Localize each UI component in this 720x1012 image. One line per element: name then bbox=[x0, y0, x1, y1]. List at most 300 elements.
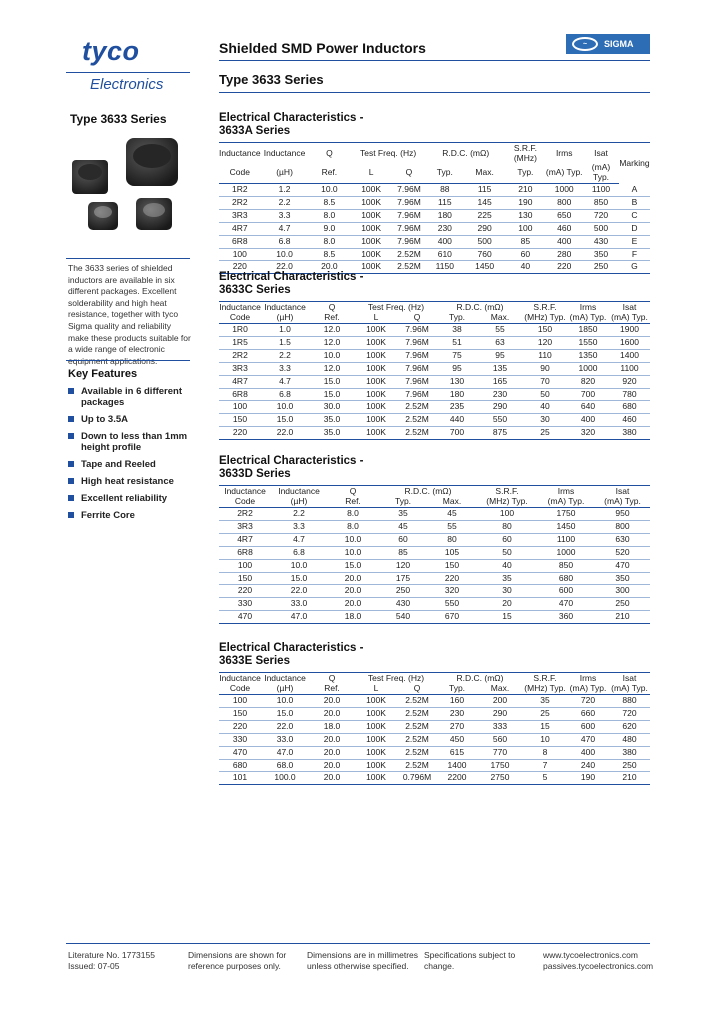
table-cell: 10 bbox=[523, 733, 567, 746]
col-subheader: (mA) Typ. bbox=[545, 163, 583, 184]
table-cell: 630 bbox=[595, 533, 650, 546]
table-cell: 380 bbox=[609, 746, 650, 759]
table-cell: 150 bbox=[219, 572, 271, 585]
table-cell: 50 bbox=[523, 388, 567, 401]
footer-link[interactable]: passives.tycoelectronics.com bbox=[543, 961, 654, 971]
table-cell: 1400 bbox=[437, 759, 477, 772]
table-cell: 8.5 bbox=[309, 196, 351, 209]
table-cell: 470 bbox=[567, 733, 609, 746]
table-cell: 2.52M bbox=[397, 427, 437, 440]
col-header: Irms bbox=[567, 302, 609, 313]
col-header: Inductance bbox=[219, 673, 261, 683]
col-header: S.R.F. bbox=[523, 673, 567, 684]
table-cell: 12.0 bbox=[309, 362, 355, 375]
section-title: Electrical Characteristics - bbox=[219, 112, 364, 124]
table-cell: 2.2 bbox=[271, 508, 327, 521]
table-cell: 3.3 bbox=[261, 362, 309, 375]
table-cell: 780 bbox=[609, 388, 650, 401]
table-cell: 22.0 bbox=[261, 720, 309, 733]
table-cell: 600 bbox=[567, 720, 609, 733]
table-cell: 100K bbox=[355, 759, 397, 772]
col-subheader: (µH) bbox=[261, 163, 309, 184]
table-cell: 95 bbox=[477, 349, 523, 362]
table-cell: 470 bbox=[219, 746, 261, 759]
table-cell: 200 bbox=[477, 695, 523, 708]
table-cell: 270 bbox=[437, 720, 477, 733]
col-header: Inductance bbox=[271, 486, 327, 497]
table-cell: 100K bbox=[355, 733, 397, 746]
table-cell: 12.0 bbox=[309, 336, 355, 349]
table-row bbox=[219, 222, 650, 235]
table-cell: 22.0 bbox=[271, 585, 327, 598]
sidebar-description: The 3633 series of shielded inductors are available in six different packages. Excellent solderability and high heat resistance, together with tyco Sigma quality and reliability make these products suitable for a wide range of electronic bbox=[68, 263, 191, 355]
table-cell: 6R8 bbox=[219, 546, 271, 559]
sidebar-divider-2 bbox=[66, 360, 190, 361]
table-cell: 15.0 bbox=[309, 375, 355, 388]
table-cell: 120 bbox=[523, 336, 567, 349]
table-cell: 220 bbox=[219, 427, 261, 440]
table-cell: 3.3 bbox=[271, 520, 327, 533]
table-cell: 380 bbox=[609, 427, 650, 440]
table-cell: 400 bbox=[426, 235, 464, 248]
bullet-icon bbox=[68, 512, 74, 518]
table-row bbox=[219, 611, 650, 624]
table-cell: 7.96M bbox=[392, 184, 426, 197]
table-cell: 100 bbox=[505, 222, 545, 235]
col-subheader: Q bbox=[397, 684, 437, 695]
col-subheader: Max. bbox=[477, 684, 523, 695]
table-cell: 100K bbox=[350, 235, 392, 248]
table-cell: 4.7 bbox=[271, 533, 327, 546]
table-cell: 75 bbox=[437, 349, 477, 362]
footer-divider bbox=[66, 943, 650, 944]
col-subheader: Typ. bbox=[379, 497, 427, 508]
table-cell: 8.0 bbox=[327, 508, 379, 521]
footer-text: Dimensions are in millimetres bbox=[307, 950, 419, 960]
table-cell: 4R7 bbox=[219, 375, 261, 388]
section-3633a bbox=[219, 112, 650, 274]
table-cell: 7.96M bbox=[397, 388, 437, 401]
table-cell: 85 bbox=[379, 546, 427, 559]
col-header: R.D.C. (mΩ) bbox=[437, 302, 523, 313]
table-cell: 15.0 bbox=[309, 388, 355, 401]
table-cell: 10.0 bbox=[261, 248, 309, 261]
col-header: Inductance bbox=[261, 302, 309, 313]
table-cell: 100K bbox=[355, 707, 397, 720]
col-header: Isat bbox=[595, 486, 650, 497]
table-row bbox=[219, 733, 650, 746]
table-row bbox=[219, 388, 650, 401]
col-subheader: Q bbox=[397, 313, 437, 324]
col-subheader: L bbox=[355, 313, 397, 324]
table-cell: 2R2 bbox=[219, 349, 261, 362]
col-subheader: (MHz) Typ. bbox=[477, 497, 537, 508]
feature-item: Down to less than 1mm height profile bbox=[68, 431, 192, 453]
table-cell: 100K bbox=[350, 209, 392, 222]
table-cell: 1.5 bbox=[261, 336, 309, 349]
table-cell: 470 bbox=[219, 611, 271, 624]
table-cell: 1100 bbox=[537, 533, 595, 546]
table-cell: 680 bbox=[537, 572, 595, 585]
table-row bbox=[219, 746, 650, 759]
table-cell: 18.0 bbox=[327, 611, 379, 624]
table-cell: 20.0 bbox=[309, 746, 355, 759]
table-cell: 15.0 bbox=[271, 572, 327, 585]
col-subheader: (MHz) Typ. bbox=[524, 682, 566, 693]
col-subheader: Ref. bbox=[327, 497, 379, 508]
page-subtitle: Type 3633 Series bbox=[219, 72, 324, 87]
bullet-icon bbox=[68, 461, 74, 467]
table-cell: 820 bbox=[567, 375, 609, 388]
spec-table-3633e bbox=[219, 672, 650, 785]
feature-item: Tape and Reeled bbox=[68, 459, 192, 470]
table-cell: 100 bbox=[219, 559, 271, 572]
col-header: Q bbox=[309, 302, 355, 313]
col-header: Inductance bbox=[219, 302, 261, 312]
col-subheader: (µH) bbox=[261, 313, 309, 324]
section-title: Electrical Characteristics - bbox=[219, 455, 364, 467]
col-header: R.D.C. (mΩ) bbox=[379, 486, 477, 497]
table-row bbox=[219, 533, 650, 546]
table-cell: 2R2 bbox=[219, 508, 271, 521]
table-cell: 100K bbox=[355, 427, 397, 440]
table-cell: 12.0 bbox=[309, 324, 355, 337]
table-cell: 850 bbox=[583, 196, 619, 209]
col-subheader: Code bbox=[219, 497, 271, 508]
table-cell: 100K bbox=[355, 772, 397, 785]
header-divider bbox=[219, 60, 650, 61]
table-cell: 500 bbox=[583, 222, 619, 235]
table-cell: 6R8 bbox=[219, 388, 261, 401]
col-subheader: Max. bbox=[477, 313, 523, 324]
bullet-icon bbox=[68, 478, 74, 484]
table-cell: 180 bbox=[426, 209, 464, 222]
table-cell: 10.0 bbox=[327, 546, 379, 559]
table-cell: 3R3 bbox=[219, 362, 261, 375]
table-cell: 210 bbox=[595, 611, 650, 624]
table-cell: 101 bbox=[219, 772, 261, 785]
table-cell: 7.96M bbox=[397, 362, 437, 375]
col-header: Q bbox=[309, 143, 351, 164]
table-row bbox=[219, 209, 650, 222]
table-cell: 350 bbox=[583, 248, 619, 261]
table-cell: 670 bbox=[427, 611, 477, 624]
table-cell: 9.0 bbox=[309, 222, 351, 235]
table-row bbox=[219, 520, 650, 533]
col-subheader: Code bbox=[219, 684, 261, 695]
table-cell: 400 bbox=[567, 746, 609, 759]
col-subheader: (µH) bbox=[271, 497, 327, 508]
col-header: Marking bbox=[619, 143, 650, 184]
table-cell: 660 bbox=[567, 707, 609, 720]
table-cell: 115 bbox=[426, 196, 464, 209]
table-cell: 115 bbox=[464, 184, 506, 197]
table-cell: 4.7 bbox=[261, 375, 309, 388]
table-cell: F bbox=[619, 248, 650, 261]
col-header: Q bbox=[309, 673, 355, 684]
table-row bbox=[219, 546, 650, 559]
table-cell: 875 bbox=[477, 427, 523, 440]
table-cell: 3.3 bbox=[261, 209, 309, 222]
col-subheader: Code bbox=[219, 163, 261, 184]
table-cell: 280 bbox=[545, 248, 583, 261]
table-cell: 2.2 bbox=[261, 349, 309, 362]
product-photo bbox=[70, 132, 190, 242]
feature-item: Ferrite Core bbox=[68, 510, 192, 521]
table-cell: 0.796M bbox=[397, 772, 437, 785]
col-header: R.D.C. (mΩ) bbox=[426, 143, 506, 164]
table-cell: 8.0 bbox=[327, 520, 379, 533]
table-cell: 8.0 bbox=[309, 209, 351, 222]
table-row bbox=[219, 401, 650, 414]
col-header: Irms bbox=[537, 486, 595, 497]
section-title: Electrical Characteristics - bbox=[219, 642, 364, 654]
table-row bbox=[219, 349, 650, 362]
table-cell: 45 bbox=[427, 508, 477, 521]
bullet-icon bbox=[68, 416, 74, 422]
table-cell: 20.0 bbox=[309, 707, 355, 720]
table-cell: 2.2 bbox=[261, 196, 309, 209]
table-cell: 20.0 bbox=[327, 585, 379, 598]
section-3633e bbox=[219, 642, 650, 785]
table-cell: 20.0 bbox=[309, 695, 355, 708]
table-cell: 95 bbox=[437, 362, 477, 375]
col-header: Inductance bbox=[219, 143, 261, 164]
table-cell: 350 bbox=[595, 572, 650, 585]
table-cell: 1100 bbox=[583, 184, 619, 197]
col-header: Q bbox=[327, 486, 379, 497]
col-header: Test Freq. (Hz) bbox=[355, 302, 437, 313]
table-cell: 6.8 bbox=[261, 235, 309, 248]
bullet-icon bbox=[68, 433, 74, 439]
table-cell: 105 bbox=[427, 546, 477, 559]
table-cell: 2R2 bbox=[219, 196, 261, 209]
table-cell: 210 bbox=[505, 184, 545, 197]
col-header: S.R.F. (MHz) bbox=[505, 143, 545, 164]
table-row bbox=[219, 235, 650, 248]
col-subheader: Typ. bbox=[426, 163, 464, 184]
brand-logo: tyco bbox=[82, 36, 140, 66]
table-cell: 550 bbox=[477, 414, 523, 427]
table-cell: 400 bbox=[567, 414, 609, 427]
table-cell: 35 bbox=[523, 695, 567, 708]
table-cell: 850 bbox=[537, 559, 595, 572]
col-subheader: Ref. bbox=[309, 313, 355, 324]
table-cell: 51 bbox=[437, 336, 477, 349]
table-cell: 235 bbox=[437, 401, 477, 414]
table-cell: 1450 bbox=[464, 261, 506, 274]
table-cell: 15.0 bbox=[261, 707, 309, 720]
table-cell: 1450 bbox=[537, 520, 595, 533]
bullet-icon bbox=[68, 388, 74, 394]
table-cell: 2.52M bbox=[397, 414, 437, 427]
table-cell: 100K bbox=[355, 695, 397, 708]
table-row bbox=[219, 559, 650, 572]
table-cell: 1850 bbox=[567, 324, 609, 337]
table-cell: 700 bbox=[567, 388, 609, 401]
table-cell: 55 bbox=[477, 324, 523, 337]
col-header: S.R.F. bbox=[477, 486, 537, 497]
table-cell: 1750 bbox=[537, 508, 595, 521]
table-cell: 2.52M bbox=[392, 248, 426, 261]
col-header: Irms bbox=[567, 673, 609, 684]
table-cell: 220 bbox=[545, 261, 583, 274]
table-cell: 7.96M bbox=[392, 209, 426, 222]
table-cell: 100K bbox=[355, 388, 397, 401]
sigma-logo-text: SIGMA bbox=[604, 39, 634, 49]
inductor-core-1 bbox=[78, 164, 102, 180]
table-cell: 68.0 bbox=[261, 759, 309, 772]
table-cell: 100 bbox=[477, 508, 537, 521]
table-row bbox=[219, 598, 650, 611]
table-cell: 220 bbox=[219, 585, 271, 598]
table-cell: 1000 bbox=[545, 184, 583, 197]
col-subheader: (mA) Typ. bbox=[583, 163, 619, 184]
table-cell: D bbox=[619, 222, 650, 235]
table-cell: 100K bbox=[350, 184, 392, 197]
table-cell: 15 bbox=[523, 720, 567, 733]
table-cell: 440 bbox=[437, 414, 477, 427]
table-row bbox=[219, 508, 650, 521]
table-cell: 130 bbox=[505, 209, 545, 222]
table-cell: 100 bbox=[219, 695, 261, 708]
table-cell: 80 bbox=[427, 533, 477, 546]
table-cell: 2.52M bbox=[392, 261, 426, 274]
table-cell: 1350 bbox=[567, 349, 609, 362]
table-cell: 175 bbox=[379, 572, 427, 585]
table-cell: 15.0 bbox=[327, 559, 379, 572]
col-subheader: (mA) Typ. bbox=[609, 684, 650, 695]
col-subheader: (mA) Typ. bbox=[567, 313, 609, 324]
table-cell: 80 bbox=[477, 520, 537, 533]
footer-literature bbox=[68, 950, 155, 972]
table-cell: 10.0 bbox=[309, 184, 351, 197]
table-cell: 250 bbox=[379, 585, 427, 598]
table-cell: 2.52M bbox=[397, 695, 437, 708]
table-cell: 10.0 bbox=[271, 559, 327, 572]
table-cell: 22.0 bbox=[261, 261, 309, 274]
brand-subtitle: Electronics bbox=[90, 76, 164, 93]
table-cell: 1000 bbox=[537, 546, 595, 559]
footer-text: Issued: 07-05 bbox=[68, 961, 120, 971]
feature-item: Up to 3.5A bbox=[68, 414, 192, 425]
col-header: Test Freq. (Hz) bbox=[355, 673, 437, 684]
table-cell: 360 bbox=[537, 611, 595, 624]
table-cell: B bbox=[619, 196, 650, 209]
table-cell: 1R0 bbox=[219, 324, 261, 337]
table-cell: 210 bbox=[609, 772, 650, 785]
spec-table-3633d bbox=[219, 485, 650, 624]
table-cell: 150 bbox=[219, 414, 261, 427]
table-cell: 47.0 bbox=[261, 746, 309, 759]
table-cell: 5 bbox=[523, 772, 567, 785]
col-subheader: Typ. bbox=[437, 313, 477, 324]
table-cell: 1900 bbox=[609, 324, 650, 337]
table-cell: 40 bbox=[505, 261, 545, 274]
table-cell: 250 bbox=[595, 598, 650, 611]
table-cell: 15 bbox=[477, 611, 537, 624]
table-row bbox=[219, 324, 650, 337]
footer-text: reference purposes only. bbox=[188, 961, 281, 971]
table-cell: 100 bbox=[219, 401, 261, 414]
table-cell: 100K bbox=[350, 222, 392, 235]
section-subtitle: 3633A Series bbox=[219, 125, 291, 137]
table-cell: 60 bbox=[477, 533, 537, 546]
footer-text: unless otherwise specified. bbox=[307, 961, 409, 971]
table-cell: 4R7 bbox=[219, 222, 261, 235]
table-cell: 20.0 bbox=[327, 572, 379, 585]
table-row bbox=[219, 572, 650, 585]
footer-link[interactable]: www.tycoelectronics.com bbox=[543, 950, 638, 960]
table-cell: 560 bbox=[477, 733, 523, 746]
table-row bbox=[219, 695, 650, 708]
table-cell: 135 bbox=[477, 362, 523, 375]
table-cell: 63 bbox=[477, 336, 523, 349]
table-row bbox=[219, 196, 650, 209]
table-cell: 100K bbox=[350, 261, 392, 274]
table-cell: 150 bbox=[219, 707, 261, 720]
table-cell: 1000 bbox=[567, 362, 609, 375]
table-cell: 220 bbox=[427, 572, 477, 585]
table-cell: 20.0 bbox=[309, 772, 355, 785]
table-cell: 240 bbox=[567, 759, 609, 772]
col-subheader: (mA) Typ. bbox=[567, 684, 609, 695]
table-cell: 430 bbox=[379, 598, 427, 611]
table-row bbox=[219, 414, 650, 427]
footer-text: Literature No. 1773155 bbox=[68, 950, 155, 960]
table-cell: 30 bbox=[477, 585, 537, 598]
table-cell: 1550 bbox=[567, 336, 609, 349]
table-cell: 290 bbox=[477, 401, 523, 414]
table-cell: 7 bbox=[523, 759, 567, 772]
col-subheader: Ref. bbox=[309, 163, 351, 184]
table-cell: 2.52M bbox=[397, 733, 437, 746]
col-subheader: (mA) Typ. bbox=[537, 497, 595, 508]
table-cell: A bbox=[619, 184, 650, 197]
table-cell: 1100 bbox=[609, 362, 650, 375]
col-subheader: (mA) Typ. bbox=[595, 497, 650, 508]
table-cell: 70 bbox=[523, 375, 567, 388]
table-cell: 7.96M bbox=[397, 349, 437, 362]
table-cell: 190 bbox=[505, 196, 545, 209]
col-header: Irms bbox=[545, 143, 583, 164]
table-cell: 720 bbox=[567, 695, 609, 708]
table-cell: 33.0 bbox=[271, 598, 327, 611]
section-3633c bbox=[219, 271, 650, 440]
key-features-list bbox=[68, 386, 192, 527]
section-3633d bbox=[219, 455, 650, 624]
col-header: Inductance bbox=[261, 143, 309, 164]
table-cell: 90 bbox=[523, 362, 567, 375]
table-cell: 800 bbox=[545, 196, 583, 209]
table-cell: 540 bbox=[379, 611, 427, 624]
table-cell: 47.0 bbox=[271, 611, 327, 624]
feature-item: Excellent reliability bbox=[68, 493, 192, 504]
table-cell: 20 bbox=[477, 598, 537, 611]
table-cell: 2.52M bbox=[397, 401, 437, 414]
table-cell: 230 bbox=[437, 707, 477, 720]
table-cell: 800 bbox=[595, 520, 650, 533]
table-row bbox=[219, 427, 650, 440]
table-cell: 100K bbox=[355, 414, 397, 427]
table-cell: 2.52M bbox=[397, 746, 437, 759]
table-cell: 7.96M bbox=[397, 336, 437, 349]
col-header: S.R.F. bbox=[523, 302, 567, 313]
table-cell: 6.8 bbox=[261, 388, 309, 401]
col-header: Inductance bbox=[261, 673, 309, 684]
table-cell: 320 bbox=[427, 585, 477, 598]
table-cell: 110 bbox=[523, 349, 567, 362]
